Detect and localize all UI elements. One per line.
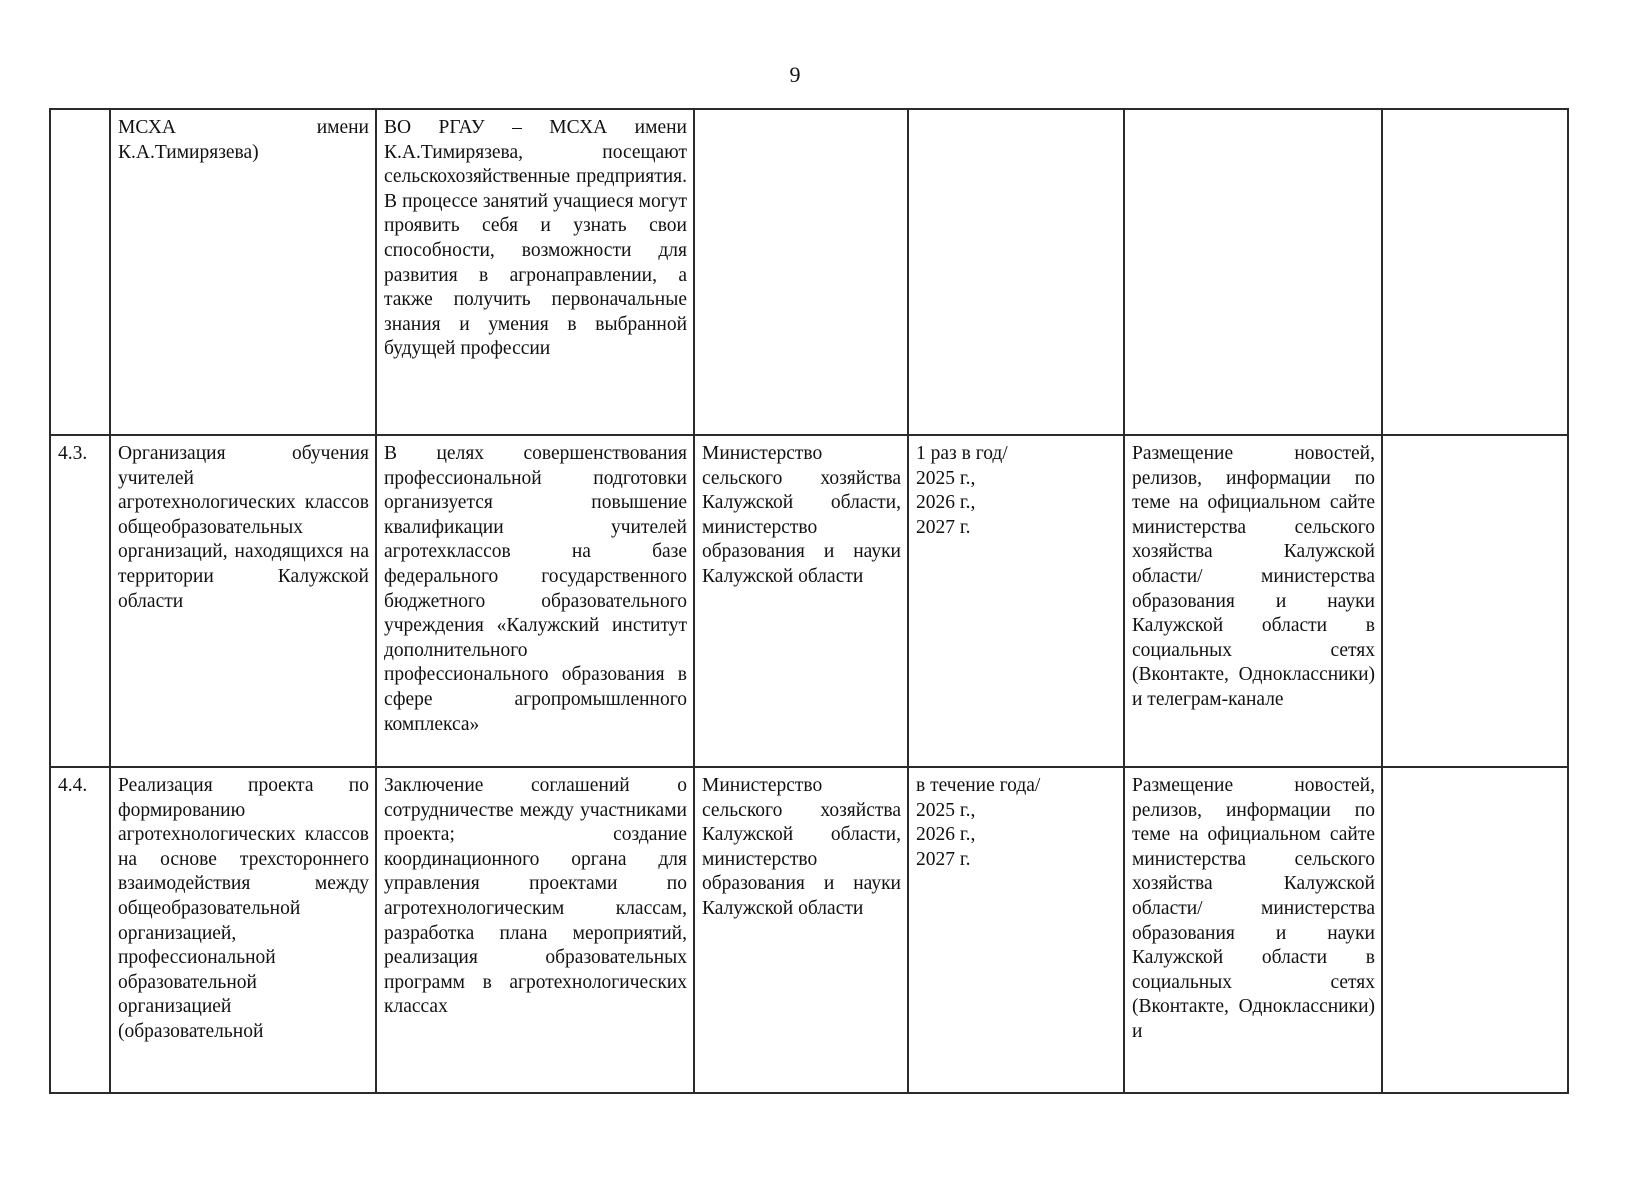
deadline: [908, 435, 1124, 767]
note: [1382, 109, 1568, 435]
event-name: Реализация проекта по формированию агротехнологических классов на основе трехстороннего взаимодействия между общеобразовательной организацией, профессиональной образовательной организацией (образовательной: [110, 767, 376, 1093]
info-support: Размещение новостей, релизов, информации по теме на официальном сайте министерства сельского хозяйства Калужской области/ министерства образования и науки Калужской области в социальных сетях (Вконтакте, Одноклассники) и телеграм-канале: [1124, 435, 1382, 767]
info-support: Размещение новостей, релизов, информации по теме на официальном сайте министерства сельского хозяйства Калужской области/ министерства образования и науки Калужской области в социальных сетях (Вконтакте, Одноклассники) и: [1124, 767, 1382, 1093]
info-support: [1124, 109, 1382, 435]
page-number: 9: [789, 62, 801, 87]
deadline-line: 2025 г.,: [916, 467, 976, 489]
row-number: [50, 109, 110, 435]
table-row: [50, 109, 1568, 435]
deadline-line: 2026 г.,: [916, 492, 976, 514]
deadline-line: 2026 г.,: [916, 824, 976, 846]
note: [1382, 767, 1568, 1093]
event-name: МСХА имени К.А.Тимирязева): [110, 109, 376, 435]
event-name: Организация обучения учителей агротехнологических классов общеобразовательных организаций, находящихся на территории Калужской области: [110, 435, 376, 767]
executors: Министерство сельского хозяйства Калужской области, министерство образования и науки Калужской области: [694, 435, 908, 767]
deadline: [908, 767, 1124, 1093]
deadline-line: 1 раз в год/: [916, 443, 1008, 464]
event-content: В целях совершенствования профессиональной подготовки организуется повышение квалификации учителей агротехклассов на базе федерального государственного бюджетного образовательного учреждения «Калужский институт дополнительного профессионального образования в сфере агропромышленного комплекса»: [376, 435, 694, 767]
table-row: [50, 435, 1568, 767]
deadline-line: 2025 г.,: [916, 799, 976, 821]
note: [1382, 435, 1568, 767]
deadline-line: в течение года/: [916, 775, 1041, 796]
executors: [694, 109, 908, 435]
deadline-line: 2027 г.: [916, 516, 971, 538]
executors: Министерство сельского хозяйства Калужской области, министерство образования и науки Калужской области: [694, 767, 908, 1093]
deadline-line: 2027 г.: [916, 848, 971, 870]
event-content: ВО РГАУ – МСХА имени К.А.Тимирязева, посещают сельскохозяйственные предприятия. В процессе занятий учащиеся могут проявить себя и узнать свои способности, возможности для развития в агронаправлении, а также получить первоначальные знания и умения в выбранной будущей профессии: [376, 109, 694, 435]
action-plan-table: [49, 108, 1569, 1094]
deadline: [908, 109, 1124, 435]
row-number: 4.3.: [50, 435, 110, 767]
table-row: [50, 767, 1568, 1093]
row-number: 4.4.: [50, 767, 110, 1093]
event-content: Заключение соглашений о сотрудничестве между участниками проекта; создание координационного органа для управления проектами по агротехнологическим классам, разработка плана мероприятий, реализация образовательных программ в агротехнологических классах: [376, 767, 694, 1093]
